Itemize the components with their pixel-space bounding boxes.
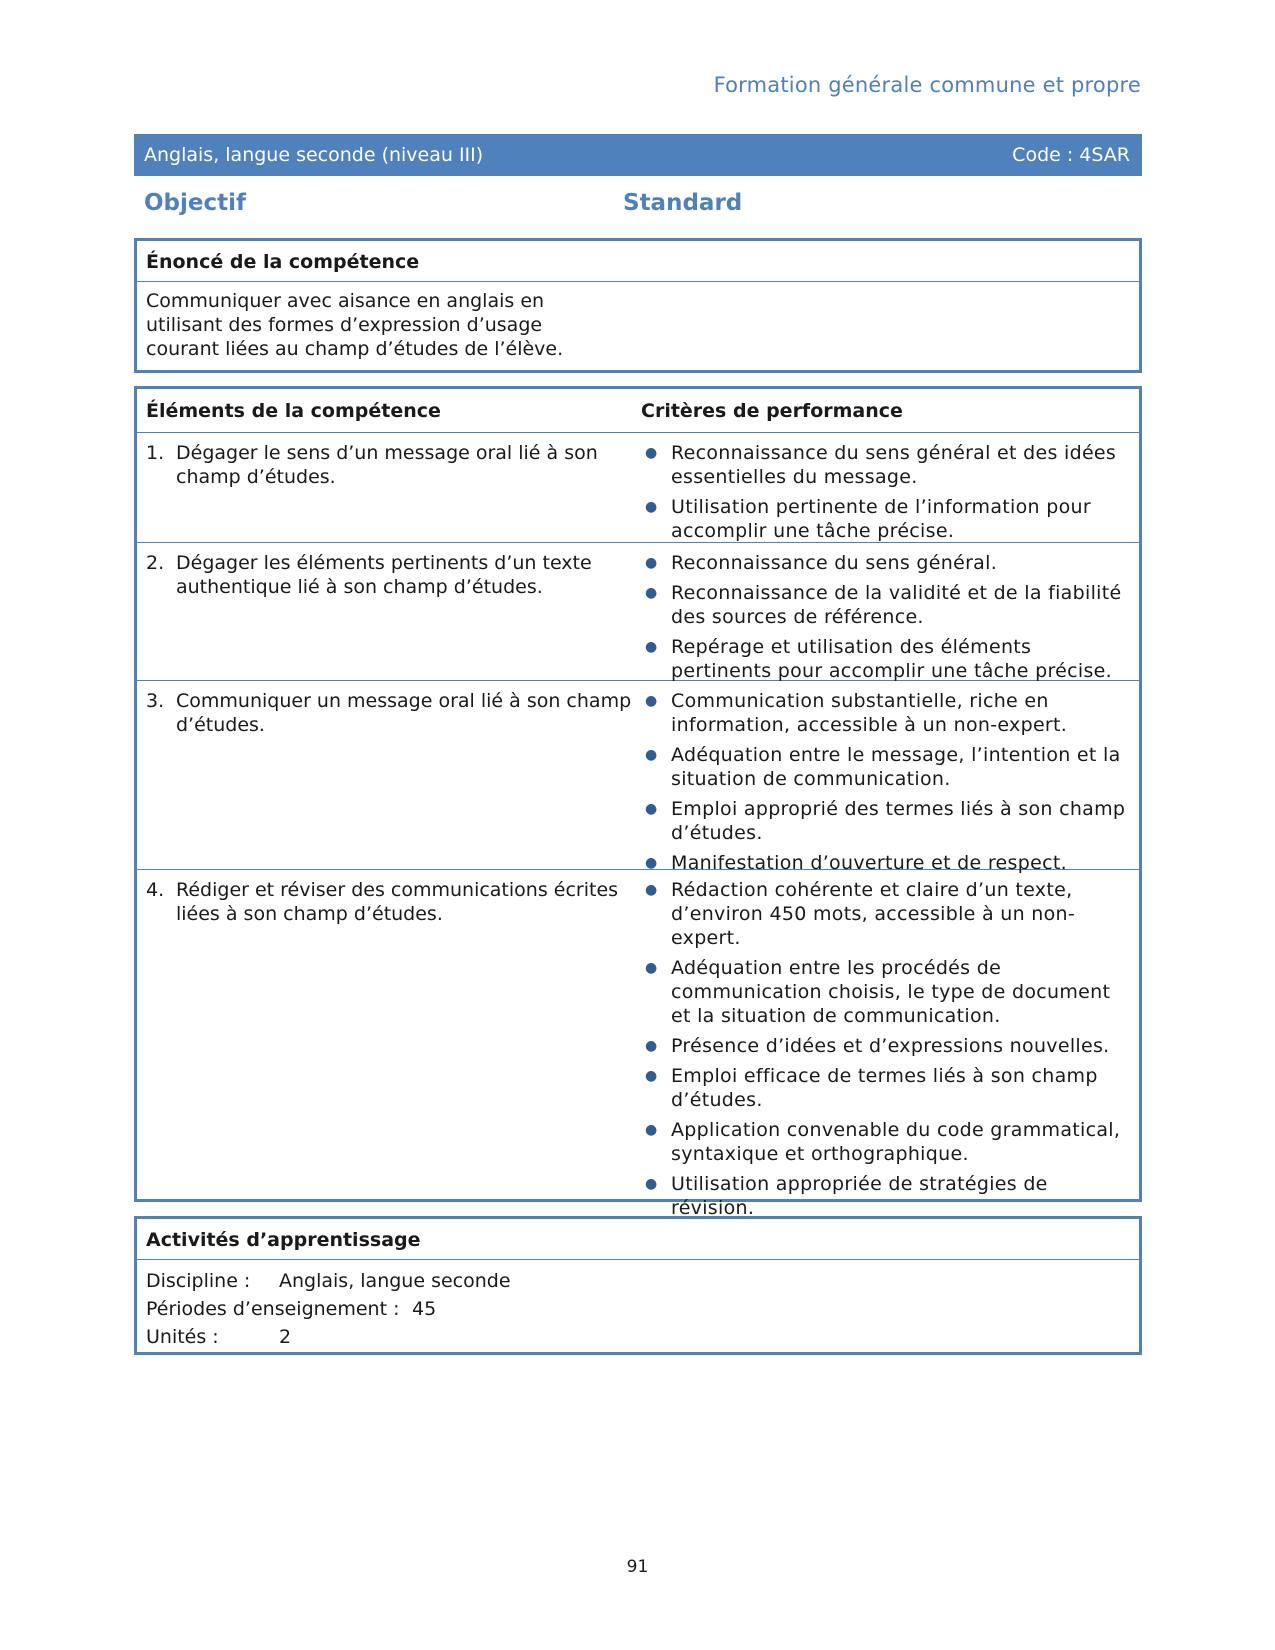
unites-line — [146, 1323, 1130, 1351]
criterion-item: ● Adéquation entre les procédés de communication choisis, le type de document et la situation de communication. — [641, 956, 1135, 1028]
criterion-item: ● Emploi approprié des termes liés à son champ d’études. — [641, 797, 1135, 845]
bullet-icon: ● — [645, 1068, 658, 1084]
criterion-item: ● Adéquation entre le message, l’intention et la situation de communication. — [641, 743, 1135, 791]
criterion-item: ● Reconnaissance de la validité et de la fiabilité des sources de référence. — [641, 581, 1135, 629]
page-number: 91 — [626, 1557, 649, 1577]
activites-heading: Activités d’apprentissage — [137, 1219, 1139, 1260]
element-text: Dégager les éléments pertinents d’un texte authentique lié à son champ d’études. — [176, 552, 592, 598]
element-text: Communiquer un message oral lié à son champ d’études. — [176, 690, 632, 736]
enonce-box — [134, 238, 1142, 373]
table-header — [137, 389, 1139, 433]
element-number: 3. — [146, 690, 165, 712]
col-elements-header: Éléments de la compétence — [146, 399, 441, 422]
criterion-item: ● Rédaction cohérente et claire d’un texte, d’environ 450 mots, accessible à un non-expert. — [641, 878, 1135, 950]
bullet-icon: ● — [645, 882, 658, 898]
periodes-value: 45 — [412, 1298, 437, 1320]
bullet-icon: ● — [645, 1176, 658, 1192]
bullet-icon: ● — [645, 555, 658, 571]
bullet-icon: ● — [645, 960, 658, 976]
standard-heading: Standard — [623, 190, 743, 216]
periodes-line — [146, 1295, 1130, 1323]
bullet-icon: ● — [645, 585, 658, 601]
activites-box — [134, 1216, 1142, 1355]
bullet-icon: ● — [645, 499, 658, 515]
course-header-band — [134, 134, 1142, 176]
table-row — [137, 681, 1139, 874]
element-number: 4. — [146, 879, 165, 901]
document-section-title: Formation générale commune et propre — [713, 73, 1141, 97]
bullet-icon: ● — [645, 747, 658, 763]
periodes-label: Périodes d’enseignement : — [146, 1298, 400, 1320]
criterion-item: ● Présence d’idées et d’expressions nouvelles. — [641, 1034, 1135, 1058]
table-row — [137, 543, 1139, 681]
objectif-heading: Objectif — [144, 190, 247, 216]
criteria-cell — [641, 543, 1139, 680]
bullet-icon: ● — [645, 693, 658, 709]
discipline-line — [146, 1267, 1130, 1295]
element-number: 1. — [146, 442, 165, 464]
element-cell — [137, 543, 641, 680]
unites-value: 2 — [279, 1326, 292, 1348]
criterion-item: ● Emploi efficace de termes liés à son champ d’études. — [641, 1064, 1135, 1112]
criterion-item: ● Communication substantielle, riche en information, accessible à un non-expert. — [641, 689, 1135, 737]
course-code: Code : 4SAR — [1012, 144, 1130, 166]
element-cell — [137, 870, 641, 1160]
bullet-icon: ● — [645, 1038, 658, 1054]
discipline-label: Discipline : — [146, 1270, 251, 1292]
element-text: Dégager le sens d’un message oral lié à son champ d’études. — [176, 442, 598, 488]
criteria-cell — [641, 870, 1139, 1219]
table-row — [137, 433, 1139, 543]
element-cell — [137, 433, 641, 542]
bullet-icon: ● — [645, 801, 658, 817]
competence-table — [134, 386, 1142, 1219]
element-cell — [137, 681, 641, 869]
criterion-item: ● Reconnaissance du sens général. — [641, 551, 1135, 575]
col-criteres-header: Critères de performance — [641, 399, 903, 422]
criterion-item: ● Utilisation appropriée de stratégies de révision. — [641, 1172, 1135, 1220]
bullet-icon: ● — [645, 1122, 658, 1138]
activites-body — [137, 1260, 1139, 1358]
element-number: 2. — [146, 552, 165, 574]
element-text: Rédiger et réviser des communications écrites liées à son champ d’études. — [176, 879, 619, 925]
enonce-text: Communiquer avec aisance en anglais en utilisant des formes d’expression d’usage courant liées au champ d’études de l’élève. — [146, 290, 564, 360]
criterion-item: ● Reconnaissance du sens général et des idées essentielles du message. — [641, 441, 1135, 489]
bullet-icon: ● — [645, 639, 658, 655]
enonce-heading: Énoncé de la compétence — [137, 241, 1139, 282]
criteria-cell — [641, 681, 1139, 874]
criteria-cell — [641, 433, 1139, 542]
bullet-icon: ● — [645, 855, 658, 871]
criterion-item: ● Manifestation d’ouverture et de respect. — [641, 851, 1135, 875]
course-title: Anglais, langue seconde (niveau III) — [144, 144, 484, 166]
discipline-value: Anglais, langue seconde — [279, 1270, 511, 1292]
criterion-item: ● Utilisation pertinente de l’information pour accomplir une tâche précise. — [641, 495, 1135, 543]
unites-label: Unités : — [146, 1326, 219, 1348]
table-row — [137, 870, 1139, 1219]
criterion-item: ● Application convenable du code grammatical, syntaxique et orthographique. — [641, 1118, 1135, 1166]
criterion-item: ● Repérage et utilisation des éléments pertinents pour accomplir une tâche précise. — [641, 635, 1135, 683]
bullet-icon: ● — [645, 445, 658, 461]
